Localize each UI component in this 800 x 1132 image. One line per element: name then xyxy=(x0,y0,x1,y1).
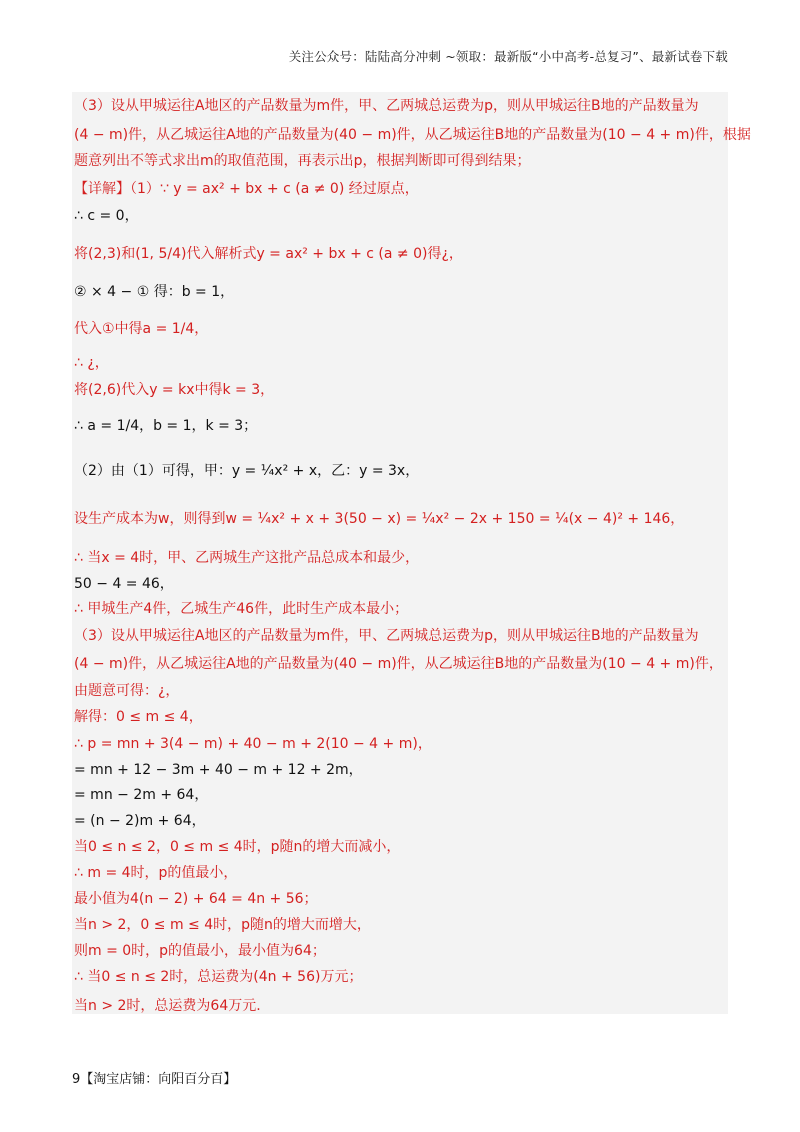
solution-line: ② × 4 − ① 得：b = 1， xyxy=(74,284,235,300)
solution-line: = mn + 12 − 3m + 40 − m + 12 + 2m， xyxy=(74,762,363,778)
solution-line: 则m = 0时，p的值最小，最小值为64； xyxy=(74,943,326,959)
solution-line: 将(2,3)和(1, 5/4)代入解析式y = ax² + bx + c (a ≠ 0)得¿， xyxy=(74,246,463,262)
solution-line: ∴ 当x = 4时，甲、乙两城生产这批产品总成本和最少， xyxy=(74,550,420,566)
solution-line: ∴ 当0 ≤ n ≤ 2时，总运费为(4n + 56)万元； xyxy=(74,969,363,985)
solution-line: = mn − 2m + 64， xyxy=(74,787,209,803)
solution-line: 题意列出不等式求出m的取值范围，再表示出p，根据判断即可得到结果； xyxy=(74,153,531,169)
solution-line: 当n > 2，0 ≤ m ≤ 4时，p随n的增大而增大， xyxy=(74,917,371,933)
solution-line: 当n > 2时，总运费为64万元. xyxy=(74,998,261,1014)
solution-line: ∴ ¿， xyxy=(74,355,109,371)
page-header: 关注公众号：陆陆高分冲刺 ~领取：最新版“小中高考-总复习”、最新试卷下载 xyxy=(288,49,728,64)
solution-line: 代入①中得a = 1/4， xyxy=(74,321,209,337)
solution-line: ∴ c = 0， xyxy=(74,208,139,224)
solution-line: ∴ m = 4时，p的值最小， xyxy=(74,865,238,881)
solution-line: 由题意可得：¿， xyxy=(74,683,180,699)
solution-line: ∴ 甲城生产4件，乙城生产46件，此时生产成本最小； xyxy=(74,601,409,617)
solution-line: 解得：0 ≤ m ≤ 4， xyxy=(74,709,203,725)
solution-line: 【详解】（1）∵ y = ax² + bx + c (a ≠ 0) 经过原点， xyxy=(74,181,419,197)
solution-line: 设生产成本为w，则得到w = ¼x² + x + 3(50 − x) = ¼x² − 2x + 150 = ¼(x − 4)² + 146， xyxy=(74,511,685,527)
solution-line: （3）设从甲城运往A地区的产品数量为m件，甲、乙两城总运费为p，则从甲城运往B地的产品数量为 xyxy=(74,98,699,114)
solution-line: ∴ p = mn + 3(4 − m) + 40 − m + 2(10 − 4 + m)， xyxy=(74,736,432,752)
solution-line: ∴ a = 1/4，b = 1，k = 3； xyxy=(74,418,258,434)
solution-line: (4 − m)件，从乙城运往A地的产品数量为(40 − m)件，从乙城运往B地的产品数量为(10 − 4 + m)件， xyxy=(74,656,723,672)
solution-line: 50 − 4 = 46， xyxy=(74,576,174,592)
solution-line: 将(2,6)代入y = kx中得k = 3， xyxy=(74,382,275,398)
page-footer: 9【淘宝店铺：向阳百分百】 xyxy=(72,1072,237,1087)
solution-line: （2）由（1）可得，甲：y = ¼x² + x，乙：y = 3x， xyxy=(74,463,420,479)
solution-line: （3）设从甲城运往A地区的产品数量为m件，甲、乙两城总运费为p，则从甲城运往B地的产品数量为 xyxy=(74,628,699,644)
solution-line: 最小值为4(n − 2) + 64 = 4n + 56； xyxy=(74,891,318,907)
solution-line: (4 − m)件，从乙城运往A地的产品数量为(40 − m)件，从乙城运往B地的产品数量为(10 − 4 + m)件，根据 xyxy=(74,127,751,143)
solution-line: = (n − 2)m + 64， xyxy=(74,813,206,829)
solution-line: 当0 ≤ n ≤ 2，0 ≤ m ≤ 4时，p随n的增大而减小， xyxy=(74,839,401,855)
